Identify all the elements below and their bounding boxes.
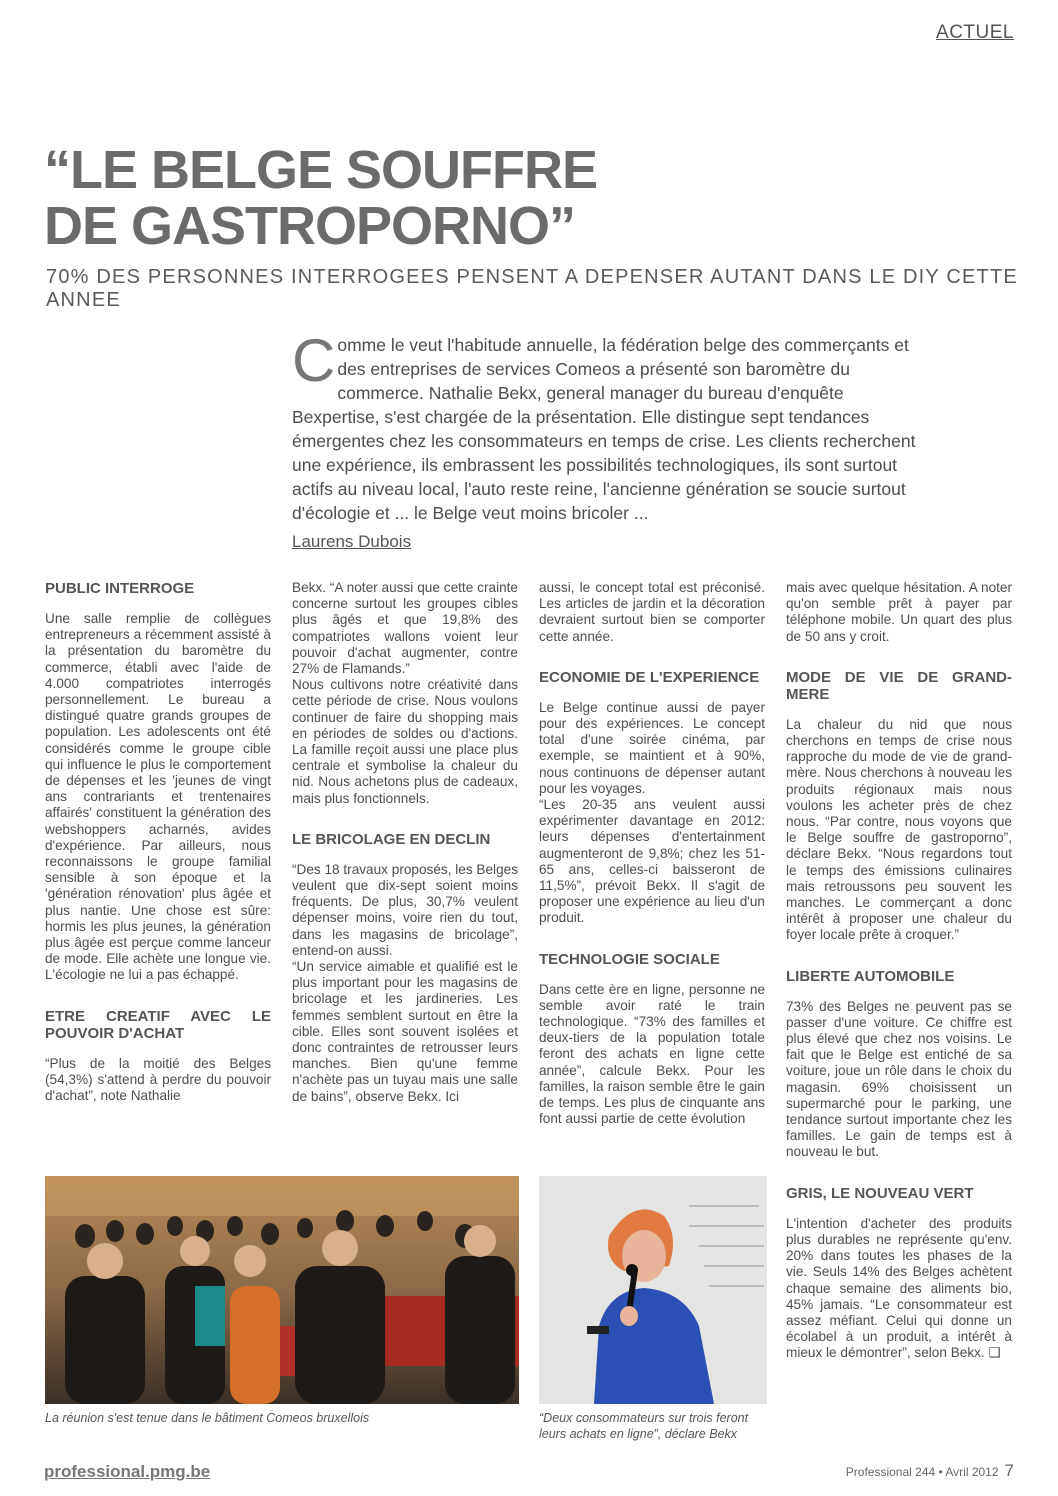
text-column-1 <box>45 580 271 1104</box>
author-byline[interactable]: Laurens Dubois <box>292 532 412 551</box>
paragraph: Dans cette ère en ligne, personne ne semble avoir raté le train technologique. “73% des familles et deux-tiers de la population totale feront des achats en ligne cette année”, calcule Bekx. Pour les familles, la raison semble être le gain de temps. Les plus de cinquante ans font aussi partie de cette évolution <box>539 981 765 1127</box>
paragraph: aussi, le concept total est préconisé. Les articles de jardin et la décoration devraient surtout bien se comporter cette année. <box>539 580 765 644</box>
speaker-photo <box>539 1176 767 1404</box>
drop-cap: C <box>292 327 336 394</box>
section-heading: MODE DE VIE DE GRAND-MERE <box>786 668 1012 703</box>
text-column-2 <box>292 580 518 1105</box>
paragraph: Nous cultivons notre créativité dans cette période de crise. Nous voulons continuer de faire du shopping mais en périodes de soldes ou d'actions. La famille reçoit aussi une place plus centrale et symbolise la chaleur du nid. Nous achetons plus de cadeaux, mais plus fonctionnels. <box>292 677 518 806</box>
photo-caption: La réunion s'est tenue dans le bâtiment Comeos bruxellois <box>45 1411 370 1425</box>
issue-info <box>846 1461 1014 1481</box>
audience-photo <box>45 1176 519 1404</box>
paragraph: 73% des Belges ne peuvent pas se passer d'une voiture. Ce chiffre est plus élevé que chez nos voisins. Le fait que le Belge est entiché de sa voiture, joue un rôle dans le choix du magasin. 69% choisissent un supermarché pour le parking, une tendance surtout importante chez les familles. Le gain de temps est à nouveau le but. <box>786 998 1012 1160</box>
paragraph: La chaleur du nid que nous cherchons en temps de crise nous rapproche du mode de vie de grand-mère. Nous cherchons à nouveau les produits régionaux mais nous voulons les acheter près de chez nous. “Par contre, nous voyons que le Belge souffre de gastroporno”, déclare Bekx. “Nous regardons tout le temps des émissions culinaires mais retroussons peu souvent les manches. Le commerçant a donc intérêt à proposer une chaleur du foyer locale prête à croquer.” <box>786 716 1012 943</box>
paragraph: “Les 20-35 ans veulent aussi expérimenter davantage en 2012: leurs dépenses d'entertainment augmenteront de 9,8%; chez les 51-65 ans, celles-ci baisseront de 11,5%”, prévoit Bekx. Il s'agit de proposer une expérience au lieu d'un produit. <box>539 797 765 926</box>
headline-line-1: “LE BELGE SOUFFRE <box>44 140 598 200</box>
text-column-4 <box>786 580 1012 1362</box>
text-column-3 <box>539 580 765 1127</box>
photo-caption: “Deux consommateurs sur trois feront leurs achats en ligne”, déclare Bekx <box>539 1411 749 1441</box>
paragraph: “Des 18 travaux proposés, les Belges veulent que dix-sept soient moins fréquents. De plus, 30,7% veulent dépenser moins, voire rien du tout, dans les magasins de bricolage”, entend-on aussi. <box>292 861 518 958</box>
paragraph: Le Belge continue aussi de payer pour des expériences. Le concept total d'une soirée cinéma, par exemple, se maintient et à 90%, nous continuons de dépenser autant pour les voyages. <box>539 699 765 796</box>
lead-text: omme le veut l'habitude annuelle, la fédération belge des commerçants et des entreprises de services Comeos a présenté son baromètre du commerce. Nathalie Bekx, general manager du bureau d'enquête Bexpertise, s'est chargée de la présentation. Elle distingue sept tendances émergentes chez les consommateurs en temps de crise. Les clients recherchent une expérience, ils embrassent les possibilités technologiques, ils sont surtout actifs au niveau local, l'auto reste reine, l'ancienne génération se soucie surtout d'écologie et ... le Belge veut moins bricoler ... <box>292 335 916 523</box>
page-number: 7 <box>1004 1461 1014 1480</box>
section-tag[interactable]: ACTUEL <box>936 22 1014 43</box>
paragraph: L'intention d'acheter des produits plus durables ne représente qu'env. 20% dans toutes les phases de la vie. Seuls 14% des Belges achètent chaque semaine des aliments bio, 45% jamais. “Le consommateur est assez méfiant. Celui qui donne un écolabel à un produit, a intérêt à mieux le démontrer”, selon Bekx. ❑ <box>786 1215 1012 1361</box>
article-subtitle: 70% DES PERSONNES INTERROGEES PENSENT A DEPENSER AUTANT DANS LE DIY CETTE ANNEE <box>46 266 1018 311</box>
section-heading: TECHNOLOGIE SOCIALE <box>539 950 720 968</box>
paragraph: “Plus de la moitié des Belges (54,3%) s'attend à perdre du pouvoir d'achat”, note Nathalie <box>45 1055 271 1104</box>
paragraph: Bekx. “A noter aussi que cette crainte concerne surtout les groupes cibles plus âgés et que 19,8% des compatriotes wallons voient leur pouvoir d'achat augmenter, contre 27% de Flamands.” <box>292 580 518 677</box>
issue-label: Professional 244 • Avril 2012 <box>845 1465 999 1479</box>
section-heading: GRIS, LE NOUVEAU VERT <box>786 1184 974 1202</box>
section-heading: LIBERTE AUTOMOBILE <box>786 967 955 985</box>
article-lead <box>292 327 932 525</box>
article-headline <box>44 142 597 254</box>
paragraph: mais avec quelque hésitation. A noter qu'on semble prêt à payer par téléphone mobile. Un quart des plus de 50 ans y croit. <box>786 580 1012 644</box>
headline-line-2: DE GASTROPORNO” <box>44 196 576 256</box>
section-heading: ETRE CREATIF AVEC LE POUVOIR D'ACHAT <box>45 1007 271 1042</box>
section-heading: PUBLIC INTERROGE <box>45 580 195 597</box>
section-heading: ECONOMIE DE L'EXPERIENCE <box>539 668 760 686</box>
website-link[interactable]: professional.pmg.be <box>44 1462 211 1481</box>
section-heading: LE BRICOLAGE EN DECLIN <box>292 830 491 848</box>
paragraph: “Un service aimable et qualifié est le plus important pour les magasins de bricolage et les jardineries. Les femmes semblent surtout en être la cible. Elles sont souvent isolées et donc contraintes de retrousser leurs manches. Bien qu'une femme n'achète pas un tuyau mais une salle de bains”, observe Bekx. Ici <box>292 959 518 1104</box>
paragraph: Une salle remplie de collègues entrepreneurs a récemment assisté à la présentation du baromètre du commerce, établi avec l'aide de 4.000 compatriotes interrogés personnellement. Le bureau a distingué quatre grands groupes de population. Les adolescents ont été considérés comme le groupe cible qui influence le plus le comportement de dépenses et les 'jeunes de vingt ans contrariants et trentenaires affairés' constituent la génération des webshoppers acharnés, avides d'expérience. Par ailleurs, nous reconnaissons le groupe familial sensible à son époque et la 'génération rénovation' plus âgée et plus nantie. Une chose est sûre: hormis les plus jeunes, la génération plus âgée est perçue comme lanceur de mode. Elle achète une longue vie. L'écologie ne lui a pas échappé. <box>45 611 271 983</box>
